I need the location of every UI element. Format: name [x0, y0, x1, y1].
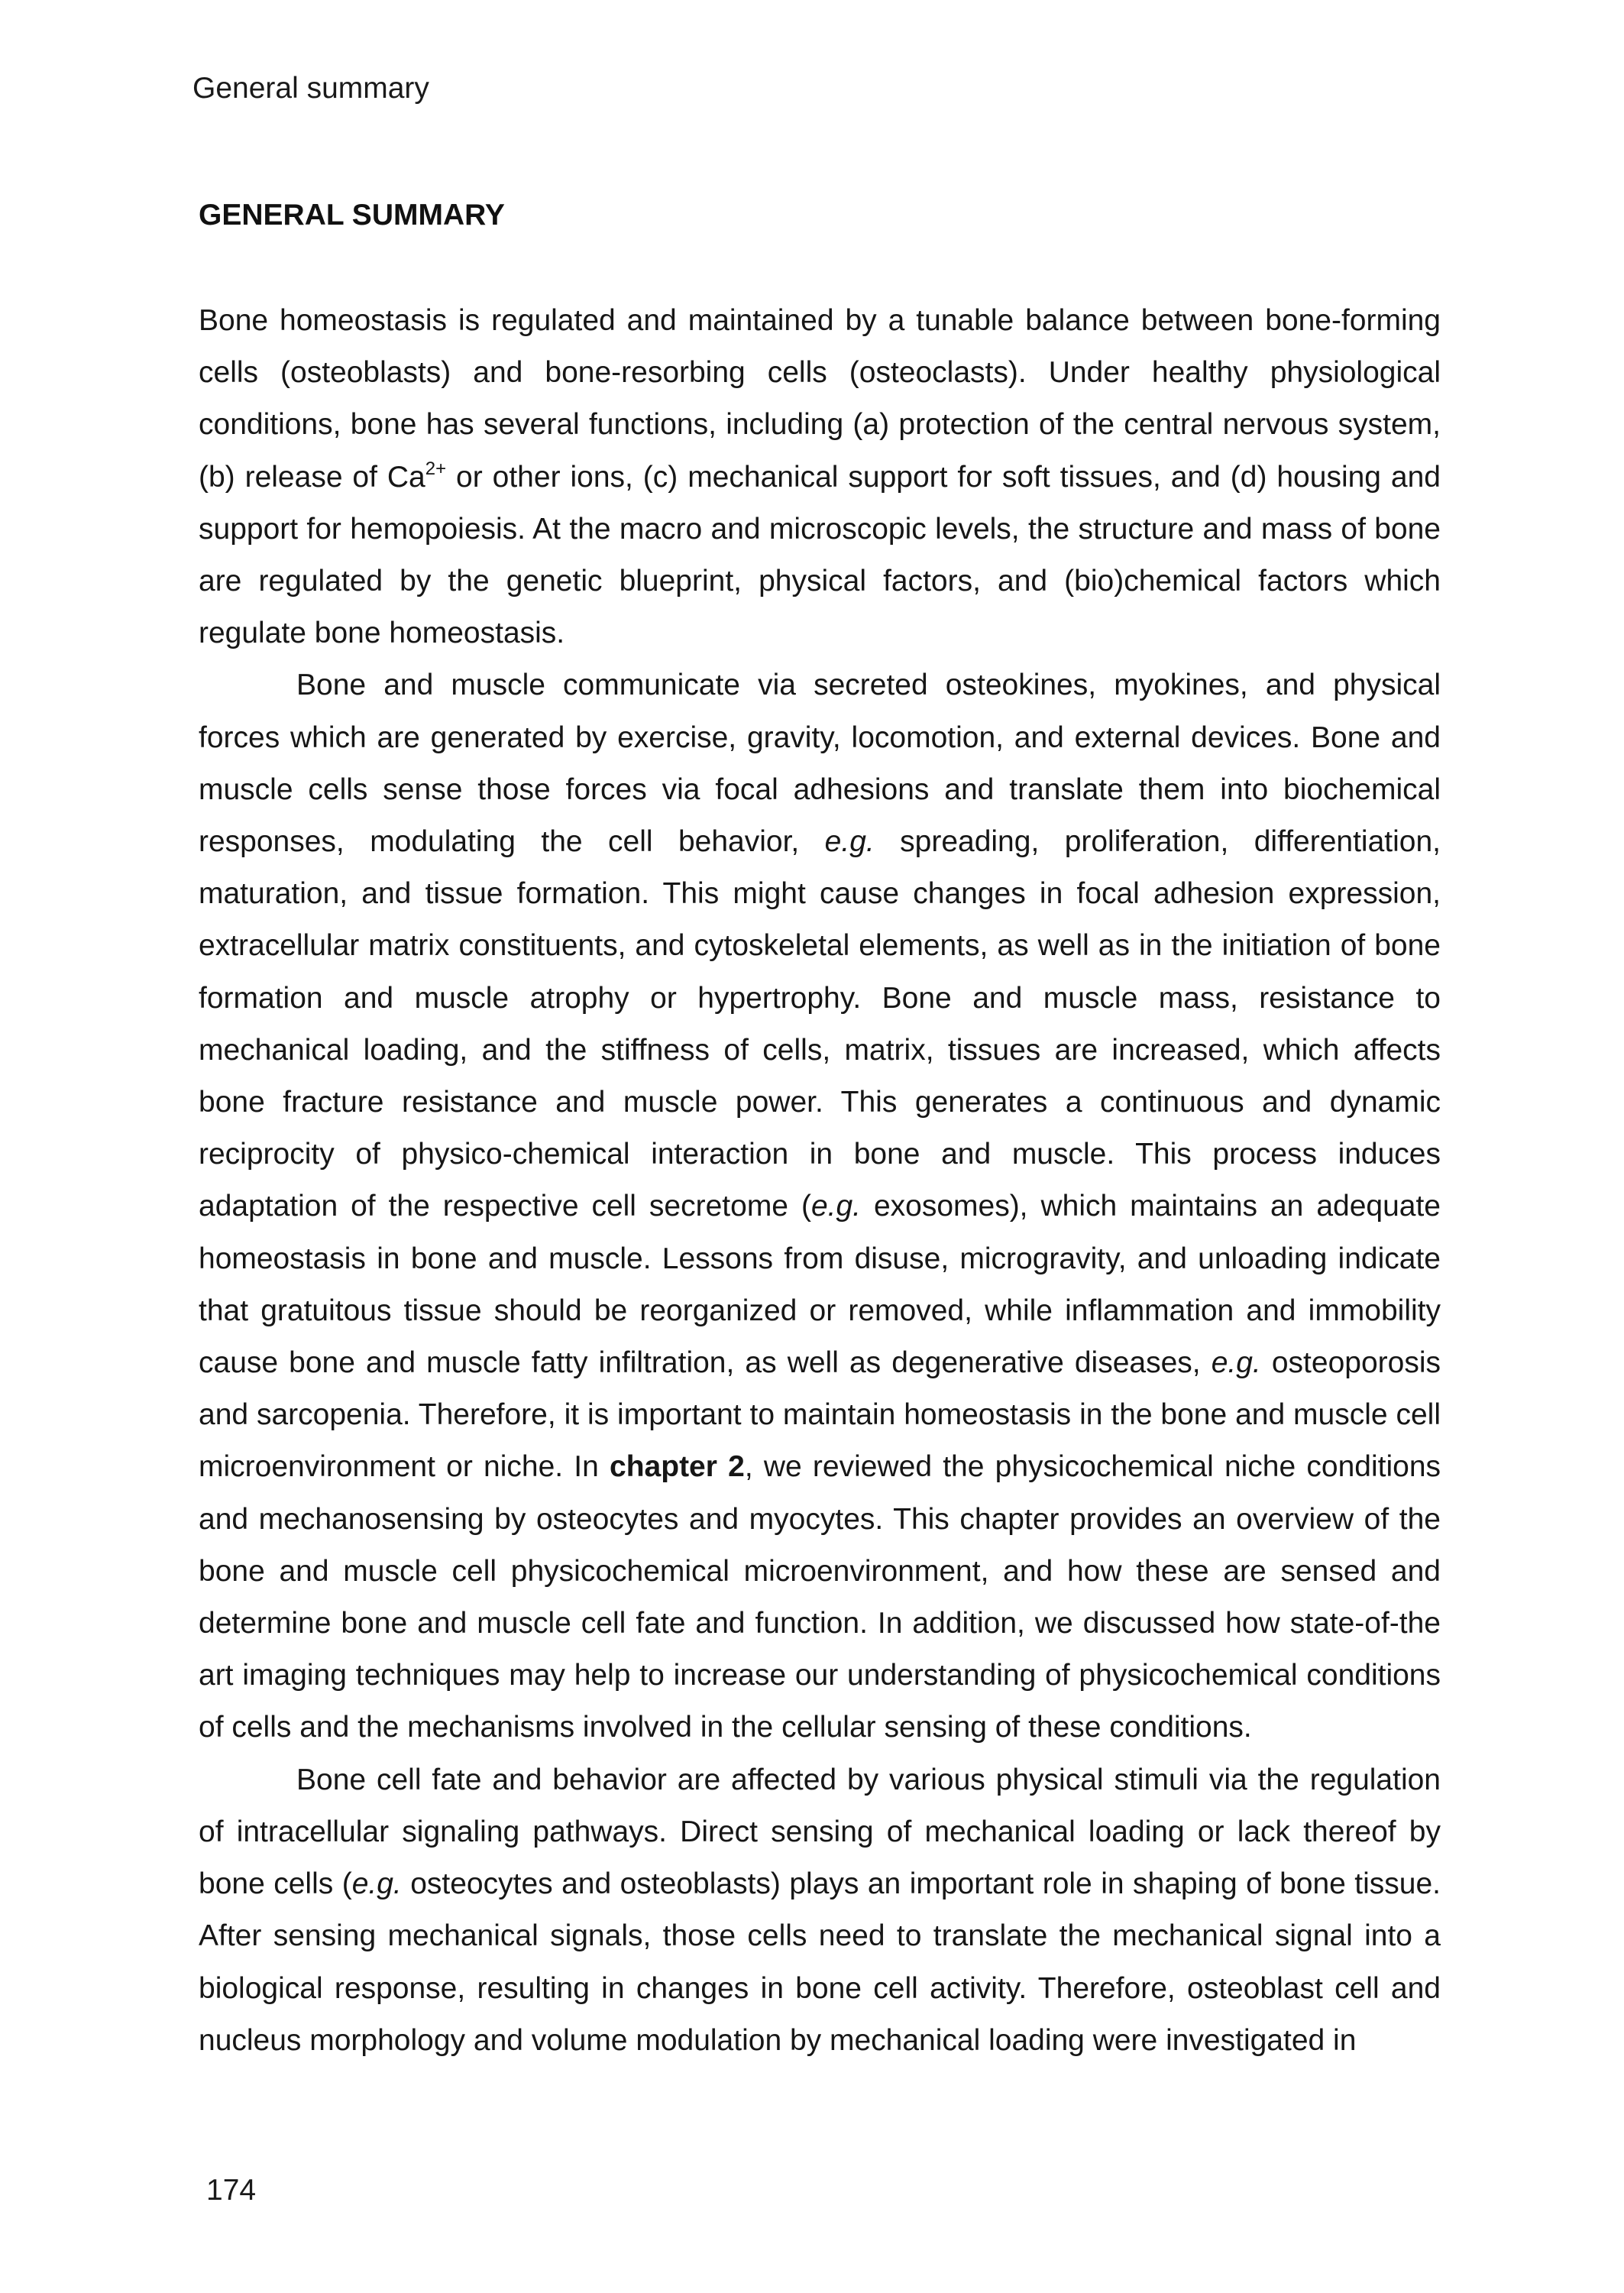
text-run: exosomes), which maintains an adequate homeostasis in bone and muscle. Lessons from disuse, microgravity, and unloading indicate that gratuitous tissue should be reorganized or removed, while inflammation and immobility cause bone and muscle fatty infiltration, as well as degenerative diseases, [199, 1190, 1441, 1380]
chapter-reference: chapter 2 [610, 1450, 745, 1484]
text-run: Bone and muscle communicate via secreted osteokines, myokines, and physical forces which are generated by exercise, gravity, locomotion, and external devices. Bone and muscle cells sense those forces via focal adhesions and translate them into biochemical responses, modulating the cell behavior, [199, 669, 1441, 859]
italic-abbreviation: e.g. [351, 1867, 402, 1901]
text-run: , we reviewed the physicochemical niche conditions and mechanosensing by osteocytes and myocytes. This chapter provides an overview of the bone and muscle cell physicochemical microenvironment, and how these are sensed and determine bone and muscle cell fate and function. In addition, we discussed how state-of-the art imaging techniques may help to increase our understanding of physicochemical conditions of cells and the mechanisms involved in the cellular sensing of these conditions. [199, 1450, 1441, 1744]
body-text [199, 295, 1441, 2067]
italic-abbreviation: e.g. [810, 1190, 861, 1223]
page-title: GENERAL SUMMARY [199, 199, 505, 232]
superscript: 2+ [425, 458, 447, 479]
text-run: or other ions, (c) mechanical support for soft tissues, and (d) housing and support for hemopoiesis. At the macro and microscopic levels, the structure and mass of bone are regulated by the genetic blueprint, physical factors, and (bio)chemical factors which regulate bone homeostasis. [199, 460, 1441, 650]
paragraph-1 [199, 295, 1441, 659]
italic-abbreviation: e.g. [1211, 1346, 1261, 1380]
running-header: General summary [192, 72, 429, 105]
text-run: osteocytes and osteoblasts) plays an important role in shaping of bone tissue. After sensing mechanical signals, those cells need to translate the mechanical signal into a biological response, resulting in changes in bone cell activity. Therefore, osteoblast cell and nucleus morphology and volume modulation by mechanical loading were investigated in [199, 1867, 1441, 2057]
text-run: spreading, proliferation, differentiation, maturation, and tissue formation. This might cause changes in focal adhesion expression, extracellular matrix constituents, and cytoskeletal elements, as well as in the initiation of bone formation and muscle atrophy or hypertrophy. Bone and muscle mass, resistance to mechanical loading, and the stiffness of cells, matrix, tissues are increased, which affects bone fracture resistance and muscle power. This generates a continuous and dynamic reciprocity of physico-chemical interaction in bone and muscle. This process induces adaptation of the respective cell secretome ( [199, 825, 1441, 1223]
text-run: Bone cell fate and behavior are affected by various physical stimuli via the regulation of intracellular signaling pathways. Direct sensing of mechanical loading or lack thereof by bone cells ( [199, 1763, 1441, 1901]
italic-abbreviation: e.g. [824, 825, 875, 859]
paragraph-2 [199, 659, 1441, 1754]
text-run: osteoporosis and sarcopenia. Therefore, it is important to maintain homeostasis in the bone and muscle cell microenvironment or niche. In [199, 1346, 1441, 1484]
paragraph-3 [199, 1754, 1441, 2067]
page-number: 174 [206, 2174, 257, 2207]
text-run: Bone homeostasis is regulated and maintained by a tunable balance between bone-forming cells (osteoblasts) and bone-resorbing cells (osteoclasts). Under healthy physiological conditions, bone has several functions, including (a) protection of the central nervous system, (b) release of Ca [199, 304, 1441, 494]
